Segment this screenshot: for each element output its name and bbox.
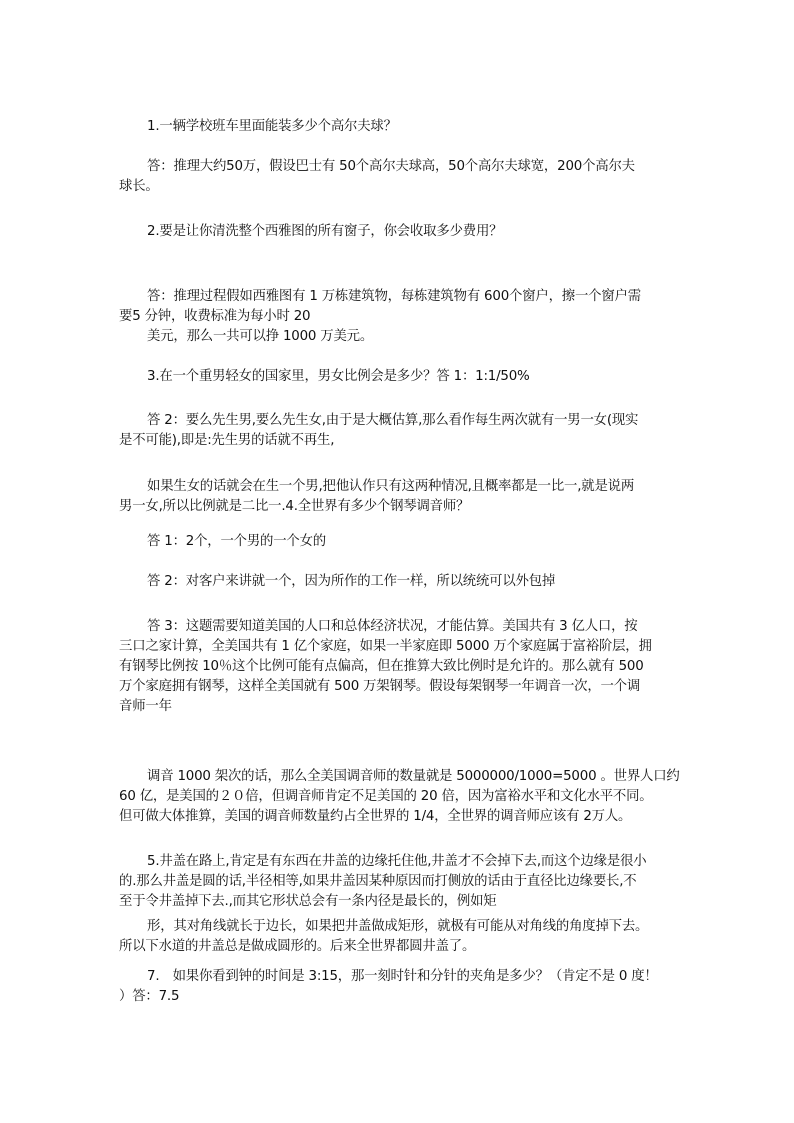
paragraph	[119, 917, 684, 957]
paragraph	[119, 852, 684, 912]
paragraph	[119, 967, 684, 1007]
text-line: 答：推理过程假如西雅图有 1 万栋建筑物，每栋建筑物有 600个窗户，擦一个窗户需	[147, 289, 641, 304]
text-line: 男一女,所以比例就是二比一.4.全世界有多少个钢琴调音师？	[119, 499, 470, 514]
text-line: 调音 1000 架次的话，那么全美国调音师的数量就是 5000000/1000=5000 。世界人口约	[147, 769, 680, 784]
text-line: 所以下水道的井盖总是做成圆形的。后来全世界都圆井盖了。	[119, 939, 476, 954]
text-line: 万个家庭拥有钢琴，这样全美国就有 500 万架钢琴。假设每架钢琴一年调音一次，一个调	[119, 679, 641, 694]
text-line: 是不可能),即是:先生男的话就不再生,	[119, 433, 335, 448]
text-line: 60 亿，是美国的２０倍，但调音师肯定不足美国的 20 倍，因为富裕水平和文化水平不同。	[119, 789, 653, 804]
text-line: 5.井盖在路上,肯定是有东西在井盖的边缘托住他,井盖才不会掉下去,而这个边缘是很小	[147, 854, 647, 869]
paragraph	[119, 477, 684, 517]
text-line: 有钢琴比例按 10％这个比例可能有点偏高，但在推算大致比例时是允许的。那么就有 500	[119, 659, 644, 674]
text-line: 三口之家计算，全美国共有 1 亿个家庭，如果一半家庭即 5000 万个家庭属于富裕阶层，拥	[119, 639, 652, 654]
text-line: 答：推理大约50万，假设巴士有 50个高尔夫球高，50个高尔夫球宽，200个高尔夫	[147, 159, 635, 174]
text-line: 美元，那么一共可以挣 1000 万美元。	[147, 329, 374, 344]
paragraph	[119, 367, 684, 387]
text-line: 2.要是让你清洗整个西雅图的所有窗子，你会收取多少费用？	[147, 224, 503, 239]
paragraph	[119, 617, 684, 717]
paragraph	[119, 287, 684, 327]
text-line: 答 2：对客户来讲就一个，因为所作的工作一样，所以统统可以外包掉	[147, 574, 556, 589]
text-line: 要5 分钟，收费标准为每小时 20	[119, 309, 311, 324]
paragraph	[119, 327, 684, 347]
paragraph	[119, 572, 684, 592]
paragraph	[119, 117, 684, 137]
text-line: 答 3：这题需要知道美国的人口和总体经济状况，才能估算。美国共有 3 亿人口，按	[147, 619, 638, 634]
text-line: 音师一年	[119, 699, 172, 714]
text-line: 的.那么井盖是圆的话,半径相等,如果井盖因某种原因而打侧放的话由于直径比边缘要长,不	[119, 874, 637, 889]
text-line: 3.在一个重男轻女的国家里，男女比例会是多少？答 1：1:1/50%	[147, 369, 530, 384]
text-line: 形，其对角线就长于边长，如果把井盖做成矩形，就极有可能从对角线的角度掉下去。	[147, 919, 649, 934]
text-line: ）答：7.5	[119, 989, 180, 1004]
paragraph	[119, 157, 684, 197]
text-line: 但可做大体推算，美国的调音师数量约占全世界的 1/4，全世界的调音师应该有 2万人。	[119, 809, 632, 824]
text-line: 答 1：2个，一个男的一个女的	[147, 534, 326, 549]
text-line: 球长。	[119, 179, 159, 194]
paragraph	[119, 411, 684, 451]
text-line: 答 2：要么先生男,要么先生女,由于是大概估算,那么看作每生两次就有一男一女(现实	[147, 413, 639, 428]
paragraph	[119, 532, 684, 552]
text-line: 至于令井盖掉下去.,而其它形状总会有一条内径是最长的，例如矩	[119, 894, 497, 909]
text-line: 7. 如果你看到钟的时间是 3:15，那一刻时针和分针的夹角是多少？（肯定不是 0 度！	[147, 969, 658, 984]
paragraph	[119, 222, 684, 242]
text-line: 1.一辆学校班车里面能装多少个高尔夫球？	[147, 119, 397, 134]
text-line: 如果生女的话就会在生一个男,把他认作只有这两种情况,且概率都是一比一,就是说两	[147, 479, 635, 494]
paragraph	[119, 767, 684, 827]
